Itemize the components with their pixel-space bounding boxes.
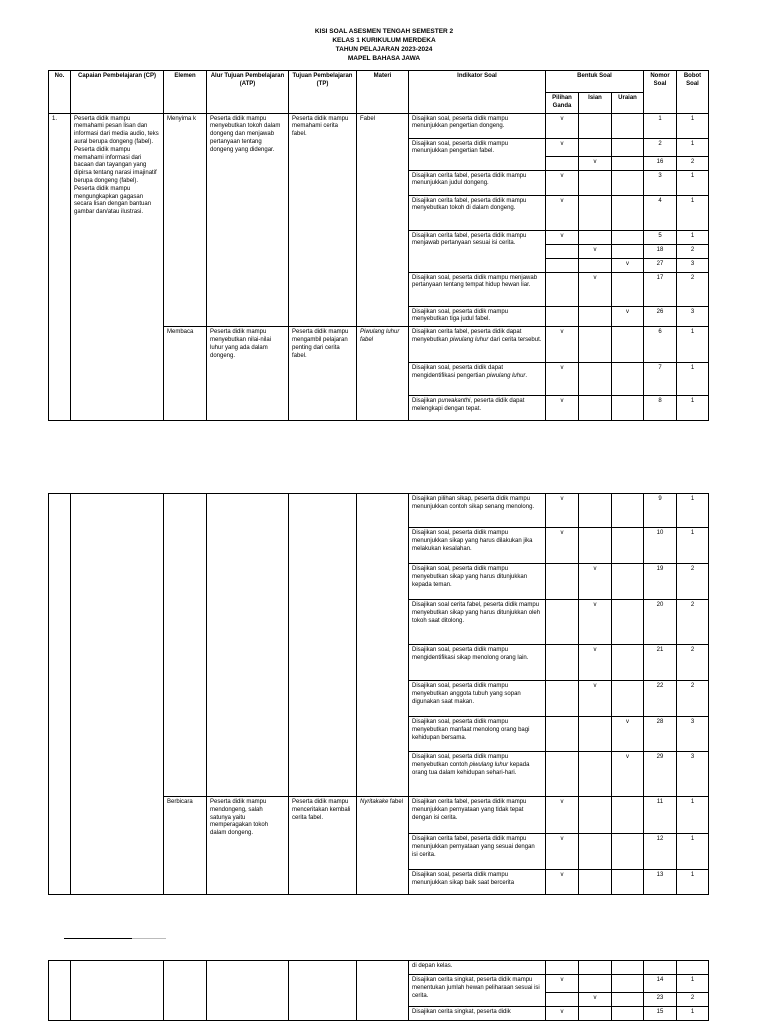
col-header-isian: Isian — [579, 93, 612, 114]
indicator-cell: Disajikan cerita fabel, peserta didik mampu menyebutkan tokoh di dalam dongeng. — [409, 195, 546, 230]
uraian-mark — [612, 195, 644, 230]
uraian-mark — [612, 396, 644, 421]
bobot-cell: 2 — [677, 600, 709, 645]
nomor-cell: 17 — [644, 272, 677, 306]
pg-mark: v — [546, 113, 579, 138]
isian-mark — [579, 494, 612, 528]
pg-mark: v — [546, 975, 579, 993]
uraian-mark — [612, 494, 644, 528]
nomor-cell: 3 — [644, 170, 677, 195]
pg-mark — [546, 645, 579, 681]
indicator-cell: Disajikan cerita fabel, peserta didik mampu menunjukkan pernyataan yang sesuai dengan isi cerita. — [409, 834, 546, 870]
isian-mark — [579, 834, 612, 870]
indicator-cell: Disajikan soal, peserta didik mampu menjawab pertanyaan tentang tempat hidup hewan liar. — [409, 272, 546, 306]
indicator-cell: Disajikan cerita fabel, peserta didik mampu menunjukkan judul dongeng. — [409, 170, 546, 195]
bobot-cell: 1 — [677, 396, 709, 421]
title-line-3: TAHUN PELAJARAN 2023-2024 — [335, 46, 433, 53]
uraian-mark — [612, 156, 644, 170]
nomor-cell: 10 — [644, 528, 677, 564]
table-row — [49, 494, 709, 528]
isian-mark — [579, 870, 612, 895]
isian-mark — [579, 396, 612, 421]
bobot-cell: 1 — [677, 113, 709, 138]
isian-mark — [579, 1007, 612, 1021]
uraian-mark: v — [612, 258, 644, 272]
nomor-cell: 21 — [644, 645, 677, 681]
pg-mark — [546, 156, 579, 170]
pg-mark: v — [546, 327, 579, 363]
materi-cell: Nyritakake fabel — [357, 797, 409, 895]
bobot-cell: 2 — [677, 564, 709, 600]
col-header-pg: Pilihan Ganda — [546, 93, 579, 114]
bobot-cell: 2 — [677, 156, 709, 170]
uraian-mark — [612, 870, 644, 895]
footnote-rule-light — [132, 938, 166, 939]
isian-mark — [579, 170, 612, 195]
indicator-cell: Disajikan soal cerita fabel, peserta didik mampu menyebutkan sikap yang harus ditunjukkan oleh tokoh saat ditolong. — [409, 600, 546, 645]
pg-mark: v — [546, 494, 579, 528]
isian-mark: v — [579, 681, 612, 717]
pg-mark: v — [546, 363, 579, 396]
pg-mark: v — [546, 834, 579, 870]
bobot-cell: 1 — [677, 975, 709, 993]
indicator-cell: Disajikan soal, peserta didik mampu mengidentifikasi sikap menolong orang lain. — [409, 645, 546, 681]
title-line-4: MAPEL BAHASA JAWA — [347, 55, 421, 62]
nomor-cell: 9 — [644, 494, 677, 528]
uraian-mark — [612, 113, 644, 138]
nomor-cell: 29 — [644, 752, 677, 797]
bobot-cell: 2 — [677, 244, 709, 258]
pg-mark — [546, 564, 579, 600]
cp-cell — [71, 494, 164, 895]
footnote-rule — [64, 938, 132, 939]
atp-cell: Peserta didik mampu mendongeng, salah satunya yaitu memperagakan tokoh dalam dongeng. — [207, 797, 289, 895]
uraian-mark — [612, 681, 644, 717]
col-header-elemen: Elemen — [164, 71, 207, 114]
kisi-table-page-3 — [48, 960, 709, 1021]
tp-cell — [289, 494, 357, 797]
nomor-cell: 18 — [644, 244, 677, 258]
isian-mark — [579, 528, 612, 564]
materi-cell: Piwulang luhur fabel — [357, 327, 409, 421]
pg-mark: v — [546, 396, 579, 421]
uraian-mark — [612, 363, 644, 396]
nomor-cell: 1 — [644, 113, 677, 138]
bobot-cell: 1 — [677, 494, 709, 528]
nomor-cell: 15 — [644, 1007, 677, 1021]
isian-mark — [579, 306, 612, 327]
pg-mark: v — [546, 195, 579, 230]
bobot-cell: 3 — [677, 258, 709, 272]
isian-mark — [579, 258, 612, 272]
elemen-cell: Menyima k — [164, 113, 207, 327]
uraian-mark — [612, 244, 644, 258]
indicator-cell: Disajikan purwakanthi, peserta didik dapat melengkapi dengan tepat. — [409, 396, 546, 421]
isian-mark — [579, 327, 612, 363]
nomor-cell: 11 — [644, 797, 677, 834]
isian-mark — [579, 797, 612, 834]
pg-mark: v — [546, 797, 579, 834]
nomor-cell: 5 — [644, 230, 677, 244]
uraian-mark: v — [612, 717, 644, 752]
isian-mark — [579, 363, 612, 396]
title-line-2: KELAS 1 KURIKULUM MERDEKA — [332, 37, 436, 44]
col-header-bentuk: Bentuk Soal — [546, 71, 644, 93]
indicator-cell: Disajikan soal, peserta didik mampu menyebutkan anggota tubuh yang sopan digunakan saat makan. — [409, 681, 546, 717]
atp-cell — [207, 494, 289, 797]
indicator-cell: di depan kelas. — [409, 961, 546, 975]
indicator-cell: Disajikan cerita singkat, peserta didik mampu menentukan jumlah hewan peliharaan sesuai isi cerita. — [409, 975, 546, 1007]
uraian-mark — [612, 975, 644, 993]
isian-mark: v — [579, 993, 612, 1007]
uraian-mark — [612, 993, 644, 1007]
nomor-cell: 23 — [644, 993, 677, 1007]
bobot-cell: 1 — [677, 138, 709, 156]
col-header-atp: Alur Tujuan Pembelajaran (ATP) — [207, 71, 289, 114]
atp-cell: Peserta didik mampu menyebutkan tokoh dalam dongeng dan menjawab pertanyaan tentang dongeng yang didengar. — [207, 113, 289, 327]
table-row — [49, 113, 709, 138]
elemen-cell — [164, 961, 207, 1021]
uraian-mark — [612, 138, 644, 156]
elemen-cell: Membaca — [164, 327, 207, 421]
bobot-cell: 1 — [677, 834, 709, 870]
uraian-mark: v — [612, 752, 644, 797]
table-row — [49, 961, 709, 975]
title-line-1: KISI SOAL ASESMEN TENGAH SEMESTER 2 — [314, 28, 454, 35]
isian-mark: v — [579, 645, 612, 681]
bobot-cell: 2 — [677, 272, 709, 306]
col-header-cp: Capaian Pembelajaran (CP) — [71, 71, 164, 114]
kisi-table-page-2 — [48, 493, 709, 895]
elemen-cell — [164, 494, 207, 797]
nomor-cell: 22 — [644, 681, 677, 717]
nomor-cell: 27 — [644, 258, 677, 272]
isian-mark: v — [579, 600, 612, 645]
bobot-cell: 1 — [677, 528, 709, 564]
isian-mark: v — [579, 244, 612, 258]
bobot-cell: 2 — [677, 645, 709, 681]
col-header-uraian: Uraian — [612, 93, 644, 114]
uraian-mark — [612, 327, 644, 363]
pg-mark: v — [546, 138, 579, 156]
nomor-cell — [644, 961, 677, 975]
uraian-mark: v — [612, 306, 644, 327]
bobot-cell: 1 — [677, 195, 709, 230]
materi-cell — [357, 961, 409, 1021]
isian-mark — [579, 717, 612, 752]
materi-cell: Fabel — [357, 113, 409, 327]
uraian-mark — [612, 600, 644, 645]
indicator-cell: Disajikan soal, peserta didik dapat mengidentifikasi pengertian piwulang luhur. — [409, 363, 546, 396]
uraian-mark — [612, 797, 644, 834]
indicator-cell: Disajikan soal, peserta didik mampu menunjukkan pengertian dongeng. — [409, 113, 546, 138]
isian-mark — [579, 975, 612, 993]
indicator-cell: Disajikan cerita fabel, peserta didik mampu menjawab pertanyaan sesuai isi cerita. — [409, 230, 546, 272]
uraian-mark — [612, 230, 644, 244]
isian-mark — [579, 230, 612, 244]
row-number: 1. — [49, 113, 71, 421]
col-header-materi: Materi — [357, 71, 409, 114]
nomor-cell: 7 — [644, 363, 677, 396]
nomor-cell: 13 — [644, 870, 677, 895]
bobot-cell: 2 — [677, 993, 709, 1007]
uraian-mark — [612, 961, 644, 975]
tp-cell — [289, 961, 357, 1021]
nomor-cell: 12 — [644, 834, 677, 870]
uraian-mark — [612, 272, 644, 306]
uraian-mark — [612, 834, 644, 870]
tp-cell: Peserta didik mampu memahami cerita fabel. — [289, 113, 357, 327]
pg-mark: v — [546, 870, 579, 895]
pg-mark — [546, 993, 579, 1007]
elemen-cell: Berbicara — [164, 797, 207, 895]
indicator-cell: Disajikan soal, peserta didik mampu menyebutkan sikap yang harus ditunjukkan kepada teman. — [409, 564, 546, 600]
pg-mark — [546, 961, 579, 975]
pg-mark: v — [546, 528, 579, 564]
bobot-cell: 1 — [677, 230, 709, 244]
row-number — [49, 494, 71, 895]
indicator-cell: Disajikan soal, peserta didik mampu menunjukkan sikap baik saat bercerita — [409, 870, 546, 895]
pg-mark: v — [546, 1007, 579, 1021]
bobot-cell: 1 — [677, 170, 709, 195]
bobot-cell: 3 — [677, 717, 709, 752]
nomor-cell: 4 — [644, 195, 677, 230]
indicator-cell: Disajikan cerita fabel, peserta didik dapat menyebutkan piwulang luhur dari cerita tersebut. — [409, 327, 546, 363]
indicator-cell: Disajikan soal, peserta didik mampu menyebutkan tiga judul fabel. — [409, 306, 546, 327]
isian-mark — [579, 138, 612, 156]
nomor-cell: 26 — [644, 306, 677, 327]
indicator-cell: Disajikan pilihan sikap, peserta didik mampu menunjukkan contoh sikap senang menolong. — [409, 494, 546, 528]
uraian-mark — [612, 564, 644, 600]
nomor-cell: 2 — [644, 138, 677, 156]
bobot-cell: 3 — [677, 752, 709, 797]
indicator-cell: Disajikan cerita fabel, peserta didik mampu menunjukkan pernyataan yang tidak tepat dengan isi cerita. — [409, 797, 546, 834]
indicator-cell: Disajikan soal, peserta didik mampu menunjukkan sikap yang harus dilakukan jika melakukan kesalahan. — [409, 528, 546, 564]
isian-mark — [579, 113, 612, 138]
pg-mark — [546, 681, 579, 717]
uraian-mark — [612, 528, 644, 564]
pg-mark — [546, 717, 579, 752]
isian-mark: v — [579, 156, 612, 170]
pg-mark — [546, 244, 579, 258]
pg-mark — [546, 600, 579, 645]
col-header-bobot: Bobot Soal — [677, 71, 709, 114]
bobot-cell: 1 — [677, 870, 709, 895]
col-header-tp: Tujuan Pembelajaran (TP) — [289, 71, 357, 114]
col-header-nomor: Nomor Soal — [644, 71, 677, 114]
nomor-cell: 6 — [644, 327, 677, 363]
pg-mark: v — [546, 170, 579, 195]
tp-cell: Peserta didik mampu mengambil pelajaran penting dari cerita fabel. — [289, 327, 357, 421]
pg-mark — [546, 258, 579, 272]
isian-mark — [579, 195, 612, 230]
nomor-cell: 16 — [644, 156, 677, 170]
col-header-no: No. — [49, 71, 71, 114]
cp-cell: Peserta didik mampu memahami pesan lisan dan informasi dari media audio, teks aural berupa dongeng (fabel). Peserta didik mampu memahami informasi dari bacaan dan tayangan yang dipirsa tentang narasi imajinatif berupa dongeng (fabel). Peserta didik mampu mengungkapkan gagasan secara lisan dengan bantuan gambar dan/atau ilustrasi. — [71, 113, 164, 421]
nomor-cell: 20 — [644, 600, 677, 645]
nomor-cell: 14 — [644, 975, 677, 993]
nomor-cell: 19 — [644, 564, 677, 600]
uraian-mark — [612, 645, 644, 681]
bobot-cell: 1 — [677, 797, 709, 834]
atp-cell: Peserta didik mampu menyebutkan nilai-nilai luhur yang ada dalam dongeng. — [207, 327, 289, 421]
row-number — [49, 961, 71, 1021]
indicator-cell: Disajikan soal, peserta didik mampu menyebutkan contoh piwulang luhur kepada orang tua dalam kehidupan sehari-hari. — [409, 752, 546, 797]
bobot-cell: 1 — [677, 363, 709, 396]
indicator-cell: Disajikan soal, peserta didik mampu menunjukkan pengertian fabel. — [409, 138, 546, 170]
kisi-table-page-1 — [48, 70, 709, 421]
indicator-cell: Disajikan cerita singkat, peserta didik — [409, 1007, 546, 1021]
isian-mark — [579, 752, 612, 797]
uraian-mark — [612, 1007, 644, 1021]
bobot-cell: 1 — [677, 1007, 709, 1021]
pg-mark — [546, 272, 579, 306]
bobot-cell: 3 — [677, 306, 709, 327]
isian-mark: v — [579, 272, 612, 306]
isian-mark: v — [579, 564, 612, 600]
cp-cell — [71, 961, 164, 1021]
bobot-cell — [677, 961, 709, 975]
pg-mark — [546, 752, 579, 797]
uraian-mark — [612, 170, 644, 195]
doc-title — [0, 27, 768, 63]
tp-cell: Peserta didik mampu menceritakan kembali cerita fabel. — [289, 797, 357, 895]
col-header-indikator: Indikator Soal — [409, 71, 546, 114]
materi-cell — [357, 494, 409, 797]
bobot-cell: 1 — [677, 327, 709, 363]
nomor-cell: 8 — [644, 396, 677, 421]
pg-mark: v — [546, 230, 579, 244]
indicator-cell: Disajikan soal, peserta didik mampu menyebutkan manfaat menolong orang bagi kehidupan bersama. — [409, 717, 546, 752]
nomor-cell: 28 — [644, 717, 677, 752]
bobot-cell: 2 — [677, 681, 709, 717]
atp-cell — [207, 961, 289, 1021]
isian-mark — [579, 961, 612, 975]
pg-mark — [546, 306, 579, 327]
